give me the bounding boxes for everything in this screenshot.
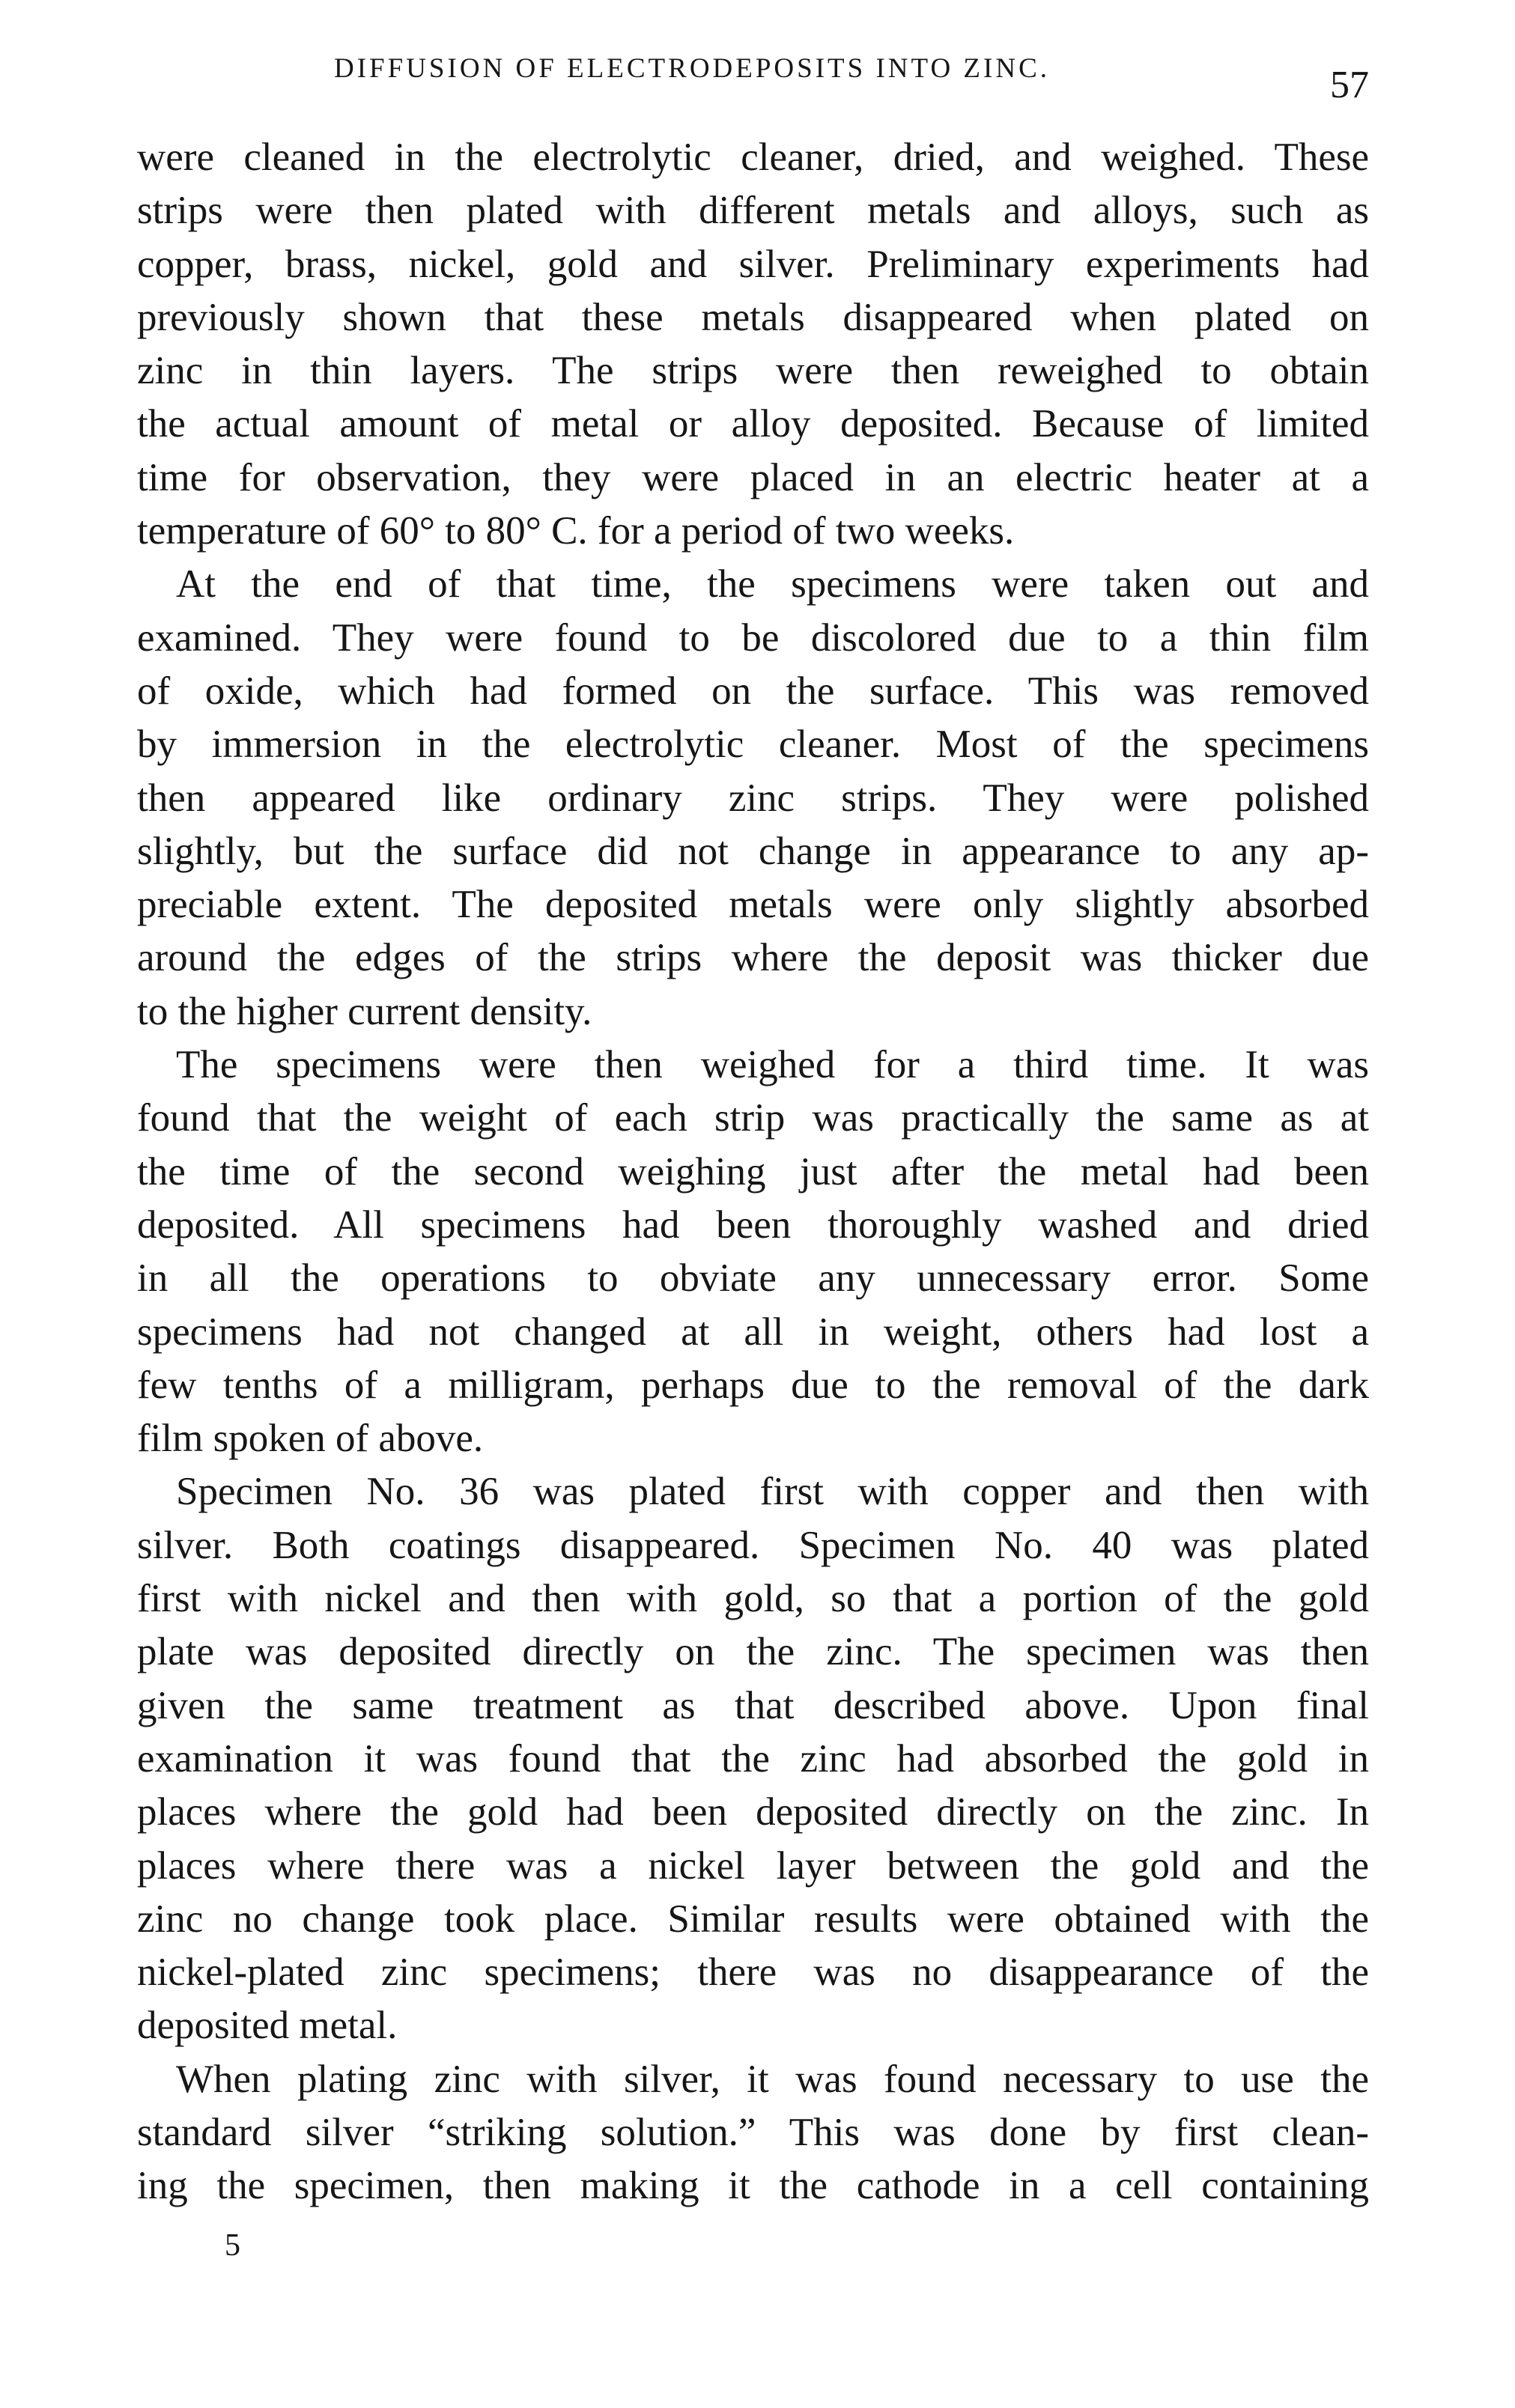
text-line: preciable extent. The deposited metals were only slightly absorbed: [137, 883, 1369, 927]
text-line: around the edges of the strips where the deposit was thicker due: [137, 936, 1369, 980]
text-line: plate was deposited directly on the zinc. The specimen was then: [137, 1630, 1369, 1674]
text-line: of oxide, which had formed on the surface. This was removed: [137, 669, 1369, 713]
page-number: 57: [1330, 64, 1369, 106]
text-line: strips were then plated with different metals and alloys, such as: [137, 189, 1369, 233]
text-line: deposited metal.: [137, 2004, 398, 2048]
text-line: given the same treatment as that described above. Upon final: [137, 1683, 1369, 1727]
text-line: ing the specimen, then making it the cathode in a cell containing: [137, 2164, 1369, 2208]
page-header: [137, 46, 1369, 121]
signature-mark: 5: [225, 2228, 240, 2263]
text-line: places where there was a nickel layer between the gold and the: [137, 1843, 1369, 1888]
text-line: time for observation, they were placed in an electric heater at a: [137, 455, 1369, 499]
text-line: first with nickel and then with gold, so that a portion of the gold: [137, 1577, 1369, 1621]
text-line: copper, brass, nickel, gold and silver. Preliminary experiments had: [137, 242, 1369, 286]
text-line: examined. They were found to be discolored due to a thin film: [137, 615, 1369, 660]
body-text: [137, 131, 1369, 2213]
text-line: previously shown that these metals disappeared when plated on: [137, 295, 1369, 339]
text-line: zinc in thin layers. The strips were then reweighed to obtain: [137, 349, 1369, 393]
text-line: specimens had not changed at all in weight, others had lost a: [137, 1310, 1369, 1354]
running-title: DIFFUSION OF ELECTRODEPOSITS INTO ZINC.: [334, 53, 1050, 84]
text-line: zinc no change took place. Similar results were obtained with the: [137, 1897, 1369, 1941]
text-line: were cleaned in the electrolytic cleaner, dried, and weighed. These: [137, 136, 1369, 179]
text-line: examination it was found that the zinc had absorbed the gold in: [137, 1736, 1369, 1781]
text-line: found that the weight of each strip was practically the same as at: [137, 1096, 1369, 1140]
text-line: Specimen No. 36 was plated first with copper and then with: [176, 1470, 1369, 1514]
text-line: deposited. All specimens had been thoroughly washed and dried: [137, 1203, 1369, 1247]
text-line: silver. Both coatings disappeared. Specimen No. 40 was plated: [137, 1523, 1369, 1567]
text-line: When plating zinc with silver, it was found necessary to use the: [176, 2057, 1369, 2101]
text-line: temperature of 60° to 80° C. for a period of two weeks.: [137, 509, 1015, 553]
text-line: the actual amount of metal or alloy deposited. Because of limited: [137, 402, 1369, 446]
text-line: places where the gold had been deposited directly on the zinc. In: [137, 1790, 1369, 1834]
text-line: slightly, but the surface did not change in appearance to any ap-: [137, 829, 1369, 873]
text-line: few tenths of a milligram, perhaps due to the removal of the dark: [137, 1363, 1369, 1407]
text-line: The specimens were then weighed for a third time. It was: [176, 1043, 1369, 1087]
text-line: then appeared like ordinary zinc strips. They were polished: [137, 776, 1369, 820]
text-line: film spoken of above.: [137, 1417, 484, 1461]
text-line: standard silver “striking solution.” This was done by first clean-: [137, 2110, 1369, 2154]
text-line: to the higher current density.: [137, 989, 592, 1033]
text-line: by immersion in the electrolytic cleaner. Most of the specimens: [137, 723, 1369, 767]
text-line: the time of the second weighing just after the metal had been: [137, 1149, 1369, 1194]
text-line: nickel-plated zinc specimens; there was no disappearance of the: [137, 1951, 1369, 1995]
text-line: in all the operations to obviate any unnecessary error. Some: [137, 1256, 1369, 1301]
text-line: At the end of that time, the specimens were taken out and: [176, 562, 1369, 606]
